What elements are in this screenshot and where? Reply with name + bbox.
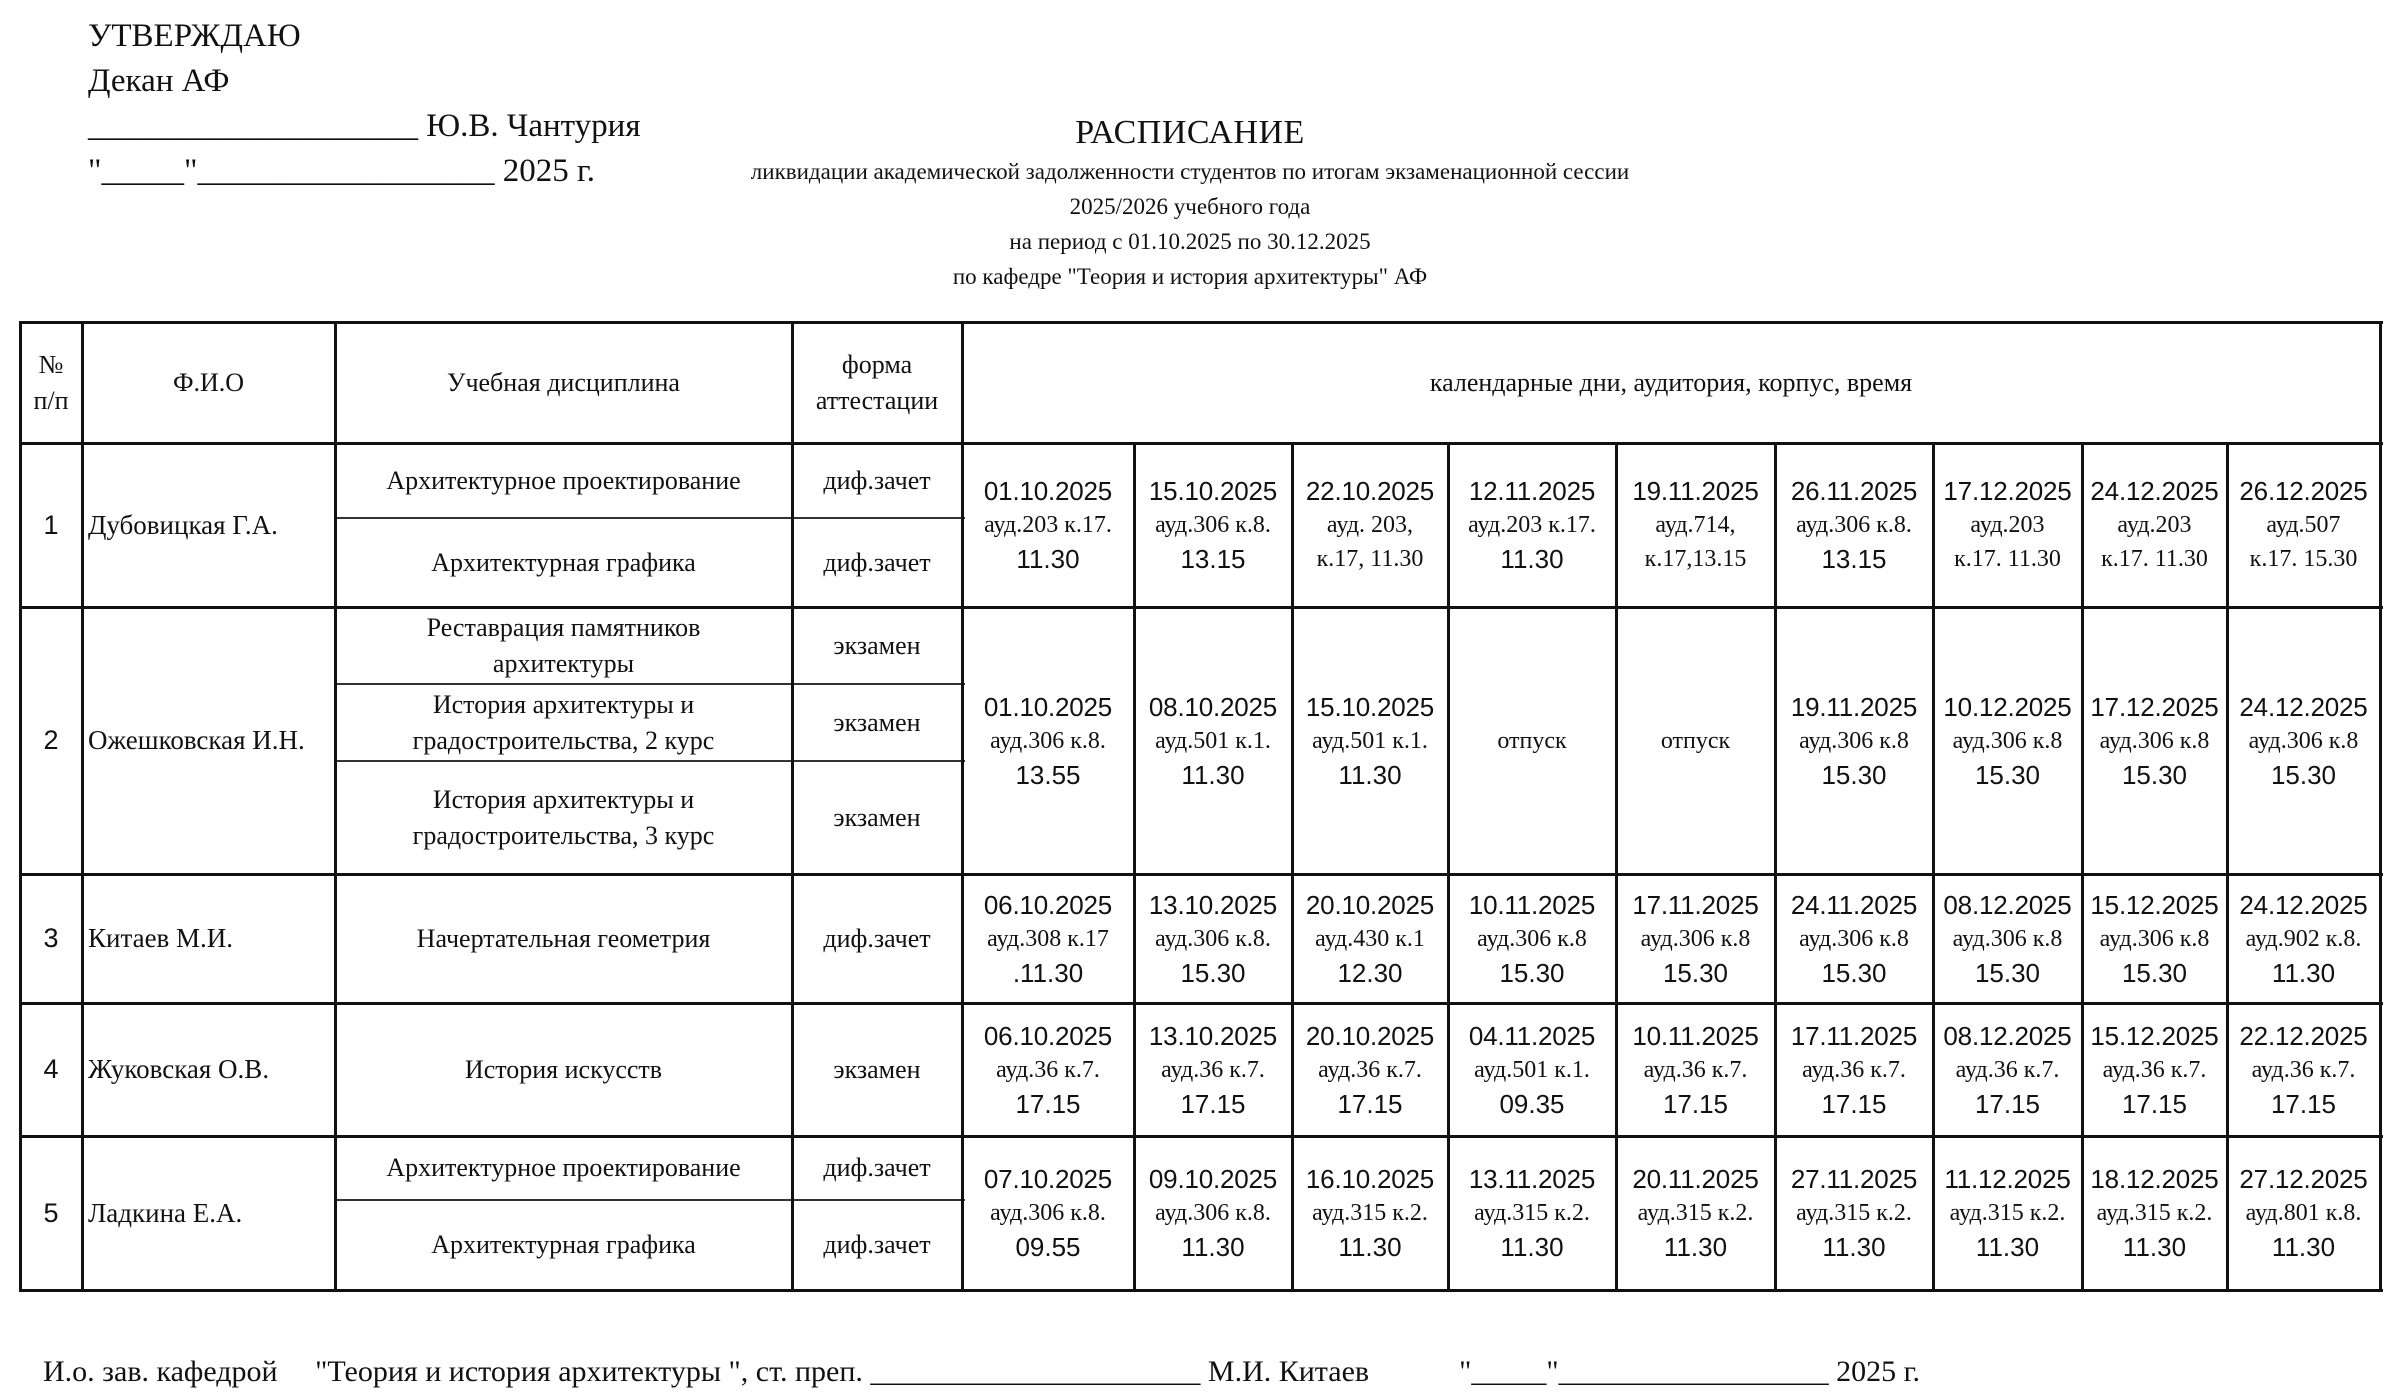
table-rule: [2081, 442, 2084, 1292]
table-rule: [20, 442, 2383, 445]
discipline-line: Архитектурное проектирование: [386, 1153, 741, 1182]
slot-time: 17.15: [1821, 1088, 1887, 1119]
slot-time: 11.30: [1181, 759, 1245, 790]
discipline-line: Архитектурная графика: [431, 547, 696, 577]
teacher-name: Ожешковская И.Н.: [88, 725, 305, 755]
row-number: 4: [43, 1054, 59, 1084]
discipline-line: История архитектуры и: [432, 689, 695, 719]
discipline-cell: [335, 874, 792, 1003]
attestation-form: диф.зачет: [823, 465, 931, 495]
slot-time: 09.55: [1015, 1232, 1081, 1262]
discipline-cell: [335, 1136, 792, 1200]
footer-department: "Теория и история архитектуры ", ст. преп.: [315, 1355, 863, 1388]
schedule-slot: [1933, 1003, 2082, 1136]
slot-time: 11.30: [1338, 1232, 1402, 1262]
table-rule: [20, 873, 2383, 876]
discipline-line: градостроительства, 3 курс: [412, 820, 715, 850]
slot-time: 13.55: [1015, 759, 1081, 790]
table-rule: [334, 321, 337, 1292]
slot-date: 26.11.2025: [1790, 476, 1918, 506]
schedule-slot: [1933, 1136, 2082, 1290]
schedule-slot: [1448, 874, 1616, 1003]
slot-room: ауд.306 к.8.: [1155, 1200, 1271, 1226]
table-rule: [961, 321, 964, 1292]
slot-room: ауд.507: [2266, 512, 2341, 538]
discipline-cell: [335, 684, 792, 761]
table-rule: [1932, 442, 1935, 1292]
slot-time: 11.30: [2271, 957, 2336, 988]
slot-room: ауд.902 к.8.: [2245, 925, 2362, 952]
table-rule: [2226, 442, 2229, 1292]
discipline-line: архитектуры: [492, 648, 635, 678]
footer-signature-line: ______________________: [870, 1355, 1201, 1388]
slot-room: ауд.306 к.8: [1799, 925, 1909, 952]
discipline-cell: [335, 518, 792, 607]
schedule-slot: [1292, 874, 1448, 1003]
slot-time: 15.30: [1180, 957, 1246, 988]
slot-date: 01.10.2025: [983, 476, 1113, 506]
slot-room: ауд.203: [2117, 512, 2192, 538]
attestation-form: диф.зачет: [823, 1230, 931, 1259]
schedule-slot: [1292, 443, 1448, 607]
slot-date: 08.12.2025: [1943, 889, 2072, 920]
schedule-slot: [1775, 1136, 1933, 1290]
discipline-cell: [335, 607, 792, 684]
table-rule: [1615, 442, 1618, 1292]
slot-date: 15.12.2025: [2090, 889, 2219, 920]
schedule-slot: [1616, 607, 1775, 874]
schedule-slot: [1292, 1003, 1448, 1136]
slot-date: 15.12.2025: [2090, 1020, 2219, 1051]
header-fio: Ф.И.О: [172, 367, 245, 397]
slot-date: 17.11.2025: [1632, 889, 1759, 920]
approval-heading: УТВЕРЖДАЮ: [88, 18, 301, 54]
slot-time: 17.15: [1662, 1088, 1729, 1119]
slot-time: 17.15: [1015, 1088, 1081, 1119]
slot-time: 15.30: [2121, 957, 2188, 988]
schedule-slot: [1448, 1003, 1616, 1136]
schedule-slot: [1933, 874, 2082, 1003]
schedule-slot: [2227, 443, 2380, 607]
slot-time: 11.30: [1338, 759, 1402, 790]
slot-date: 17.12.2025: [1943, 476, 2072, 506]
department-name: по кафедре "Теория и история архитектуры" АФ: [952, 264, 1428, 289]
attestation-form: диф.зачет: [823, 1153, 931, 1182]
slot-time: 15.30: [2121, 759, 2188, 790]
slot-room: ауд.203: [1970, 512, 2045, 538]
slot-date: 17.12.2025: [2090, 691, 2219, 722]
slot-time: 11.30: [1500, 1232, 1564, 1262]
schedule-slot: [2082, 874, 2227, 1003]
table-rule: [1133, 442, 1136, 1292]
discipline-cell: [335, 761, 792, 874]
slot-time: 11.30: [1016, 544, 1080, 574]
slot-room: ауд.306 к.8.: [1155, 512, 1271, 538]
slot-room: ауд.315 к.2.: [1474, 1200, 1590, 1226]
slot-room: ауд.306 к.8: [2099, 925, 2210, 952]
schedule-slot: [1933, 607, 2082, 874]
schedule-slot: [1775, 1003, 1933, 1136]
schedule-slot: [962, 1003, 1134, 1136]
table-rule: [1774, 442, 1777, 1292]
slot-date: 01.10.2025: [983, 691, 1113, 722]
slot-date: 19.11.2025: [1790, 691, 1918, 722]
attestation-form: диф.зачет: [823, 923, 931, 953]
schedule-slot: [1134, 1136, 1292, 1290]
schedule-slot: [1292, 607, 1448, 874]
slot-room: ауд.801 к.8.: [2245, 1200, 2362, 1226]
discipline-line: Архитектурная графика: [431, 1230, 696, 1259]
slot-room: ауд.315 к.2.: [1312, 1200, 1428, 1226]
table-rule: [20, 1289, 2383, 1292]
table-rule: [335, 683, 965, 685]
slot-date: 20.10.2025: [1305, 889, 1435, 920]
slot-room: ауд.306 к.8: [1640, 925, 1751, 952]
slot-room: к.17. 11.30: [1954, 546, 2061, 572]
slot-room: ауд.36 к.7.: [1161, 1056, 1265, 1083]
schedule-slot: [2082, 607, 2227, 874]
slot-time: 11.30: [1822, 1232, 1886, 1262]
schedule-slot: [2082, 1003, 2227, 1136]
slot-room: ауд.203 к.17.: [1468, 512, 1596, 538]
table-rule: [81, 321, 84, 1292]
table-rule: [335, 1199, 965, 1201]
slot-room: ауд.501 к.1.: [1155, 727, 1271, 754]
slot-time: 15.30: [1821, 759, 1887, 790]
schedule-slot: [2082, 1136, 2227, 1290]
slot-date: 16.10.2025: [1305, 1164, 1435, 1194]
slot-date: 24.11.2025: [1790, 889, 1918, 920]
discipline-line: Архитектурное проектирование: [386, 465, 741, 495]
table-rule: [20, 606, 2383, 609]
table-rule: [20, 1135, 2383, 1138]
slot-room: ауд.203 к.17.: [984, 512, 1112, 538]
schedule-slot: [1134, 1003, 1292, 1136]
slot-room: ауд.306 к.8: [1477, 925, 1587, 952]
slot-time: 11.30: [1181, 1232, 1245, 1262]
slot-room: ауд.36 к.7.: [1643, 1056, 1748, 1083]
table-rule: [1447, 442, 1450, 1292]
slot-status: отпуск: [1497, 727, 1567, 754]
slot-time: 15.30: [1974, 759, 2041, 790]
slot-date: 24.12.2025: [2090, 476, 2219, 506]
header-form-line: форма: [841, 349, 913, 379]
row-number: 3: [43, 923, 59, 953]
slot-room: к.17. 11.30: [2101, 546, 2208, 572]
slot-room: ауд.306 к.8.: [990, 1200, 1106, 1226]
slot-date: 13.10.2025: [1148, 1020, 1278, 1051]
slot-room: ауд.315 к.2.: [2096, 1200, 2213, 1226]
discipline-line: Начертательная геометрия: [416, 923, 711, 953]
footer-date-line: "_____"__________________ 2025 г.: [1459, 1355, 1920, 1388]
discipline-cell: [335, 443, 792, 518]
schedule-slot: [1448, 1136, 1616, 1290]
schedule-slot: [1134, 874, 1292, 1003]
slot-date: 13.11.2025: [1468, 1164, 1596, 1194]
teacher-name: Ладкина Е.А.: [88, 1197, 243, 1228]
schedule-table: [20, 322, 2380, 1290]
slot-room: к.17, 11.30: [1316, 546, 1424, 572]
schedule-slot: [962, 607, 1134, 874]
slot-time: 15.30: [1662, 957, 1729, 988]
approval-block: [88, 14, 641, 194]
slot-time: 11.30: [1663, 1232, 1728, 1262]
slot-room: ауд.714,: [1655, 512, 1736, 538]
document-title: РАСПИСАНИЕ: [1075, 114, 1305, 151]
slot-date: 09.10.2025: [1148, 1164, 1278, 1194]
approval-signature-line: ____________________ Ю.В. Чантурия: [88, 108, 641, 144]
slot-time: 17.15: [1974, 1088, 2041, 1119]
schedule-slot: [2227, 1136, 2380, 1290]
schedule-slot: [962, 874, 1134, 1003]
schedule-slot: [1616, 1003, 1775, 1136]
slot-date: 27.12.2025: [2239, 1164, 2368, 1194]
slot-time: 11.30: [1975, 1232, 2040, 1262]
schedule-slot: [962, 1136, 1134, 1290]
slot-date: 20.10.2025: [1305, 1020, 1435, 1051]
slot-time: 13.15: [1821, 544, 1887, 574]
slot-room: ауд.306 к.8: [1799, 727, 1909, 754]
discipline-line: История архитектуры и: [432, 784, 695, 814]
table-rule: [19, 321, 22, 1292]
slot-room: ауд.315 к.2.: [1637, 1200, 1754, 1226]
slot-room: ауд.36 к.7.: [2251, 1056, 2356, 1083]
row-number: 2: [43, 725, 59, 755]
attestation-form: диф.зачет: [823, 547, 931, 577]
discipline-line: История искусств: [464, 1054, 663, 1084]
slot-date: 24.12.2025: [2239, 889, 2368, 920]
slot-room: ауд.315 к.2.: [1949, 1200, 2066, 1226]
schedule-slot: [1616, 1136, 1775, 1290]
schedule-slot: [2082, 443, 2227, 607]
discipline-line: Реставрация памятников: [426, 612, 701, 642]
discipline-cell: [335, 1200, 792, 1290]
attestation-form: экзамен: [833, 707, 921, 737]
slot-time: 12.30: [1337, 957, 1403, 988]
slot-room: ауд.36 к.7.: [1955, 1056, 2060, 1083]
slot-room: ауд.36 к.7.: [2102, 1056, 2207, 1083]
document-title-block: [600, 112, 1780, 294]
slot-room: ауд.36 к.7.: [996, 1056, 1100, 1083]
slot-date: 13.10.2025: [1148, 889, 1278, 920]
schedule-slot: [2227, 874, 2380, 1003]
slot-room: ауд.501 к.1.: [1312, 727, 1428, 754]
schedule-slot: [1775, 874, 1933, 1003]
schedule-slot: [1775, 607, 1933, 874]
slot-status: отпуск: [1660, 727, 1731, 754]
teacher-name: Жуковская О.В.: [88, 1054, 270, 1084]
slot-date: 06.10.2025: [983, 889, 1113, 920]
approval-position: Декан АФ: [88, 63, 230, 99]
row-number: 1: [43, 509, 59, 540]
table-rule: [20, 321, 2383, 324]
slot-room: ауд.306 к.8.: [1155, 925, 1271, 952]
header-num-line: п/п: [33, 385, 69, 415]
slot-date: 20.11.2025: [1632, 1164, 1759, 1194]
table-rule: [1291, 442, 1294, 1292]
schedule-slot: [1616, 874, 1775, 1003]
slot-date: 10.11.2025: [1632, 1020, 1759, 1051]
slot-date: 15.10.2025: [1148, 476, 1278, 506]
slot-room: ауд.36 к.7.: [1802, 1056, 1906, 1083]
slot-date: 10.11.2025: [1468, 889, 1596, 920]
slot-room: ауд.306 к.8: [1952, 925, 2063, 952]
slot-room: ауд.306 к.8: [2099, 727, 2210, 754]
footer-signature-block: [28, 1312, 1920, 1392]
table-rule: [2379, 321, 2382, 1292]
slot-date: 07.10.2025: [983, 1164, 1113, 1194]
header-form-line: аттестации: [815, 385, 939, 415]
slot-date: 27.11.2025: [1790, 1164, 1918, 1194]
header-num-line: №: [38, 349, 64, 379]
teacher-name: Дубовицкая Г.А.: [88, 509, 278, 540]
slot-time: 17.15: [2121, 1088, 2188, 1119]
slot-time: 09.35: [1499, 1088, 1565, 1119]
slot-date: 08.12.2025: [1943, 1020, 2072, 1051]
slot-room: к.17. 15.30: [2249, 546, 2358, 572]
slot-room: ауд.308 к.17: [987, 925, 1109, 952]
schedule-slot: [1134, 443, 1292, 607]
slot-room: ауд.306 к.8: [2248, 727, 2359, 754]
slot-date: 10.12.2025: [1943, 691, 2072, 722]
slot-time: 11.30: [1500, 544, 1564, 574]
schedule-slot: [1933, 443, 2082, 607]
approval-date-line: "_____"__________________ 2025 г.: [88, 153, 596, 189]
header-num: [20, 322, 82, 443]
slot-time: 15.30: [1821, 957, 1887, 988]
schedule-slot: [2227, 607, 2380, 874]
slot-date: 04.11.2025: [1468, 1020, 1596, 1051]
slot-date: 19.11.2025: [1632, 476, 1759, 506]
slot-time: 17.15: [1180, 1088, 1246, 1119]
slot-time: 17.15: [2270, 1088, 2337, 1119]
slot-room: ауд.501 к.1.: [1474, 1056, 1590, 1083]
slot-date: 22.12.2025: [2239, 1020, 2368, 1051]
slot-room: к.17,13.15: [1644, 546, 1747, 572]
discipline-line: градостроительства, 2 курс: [412, 725, 715, 755]
slot-time: 13.15: [1180, 544, 1246, 574]
header-form: [792, 322, 962, 443]
slot-room: ауд.430 к.1: [1315, 925, 1425, 952]
footer-signer: М.И. Китаев: [1207, 1355, 1370, 1388]
slot-time: 15.30: [2270, 759, 2337, 790]
slot-room: ауд.315 к.2.: [1796, 1200, 1912, 1226]
slot-time: 11.30: [2122, 1232, 2187, 1262]
slot-room: ауд.36 к.7.: [1318, 1056, 1422, 1083]
slot-room: ауд.306 к.8.: [1796, 512, 1912, 538]
slot-room: ауд.306 к.8: [1952, 727, 2063, 754]
slot-date: 15.10.2025: [1305, 691, 1435, 722]
slot-date: 08.10.2025: [1148, 691, 1278, 722]
slot-date: 11.12.2025: [1944, 1164, 2071, 1194]
table-rule: [20, 1002, 2383, 1005]
attestation-form: экзамен: [833, 1054, 921, 1084]
document-subtitle: ликвидации академической задолженности студентов по итогам экзаменационной сессии: [750, 159, 1630, 184]
discipline-cell: [335, 1003, 792, 1136]
slot-time: 15.30: [1499, 957, 1565, 988]
schedule-period: на период с 01.10.2025 по 30.12.2025: [1009, 229, 1371, 254]
slot-room: ауд.306 к.8.: [990, 727, 1106, 754]
slot-date: 12.11.2025: [1468, 476, 1596, 506]
header-calendar: календарные дни, аудитория, корпус, время: [1429, 367, 1913, 397]
schedule-slot: [1134, 607, 1292, 874]
slot-date: 18.12.2025: [2090, 1164, 2219, 1194]
table-rule: [335, 517, 965, 519]
teacher-name: Китаев М.И.: [88, 923, 234, 953]
attestation-form: экзамен: [833, 630, 921, 660]
footer-role: И.о. зав. кафедрой: [43, 1355, 278, 1388]
attestation-form: экзамен: [833, 802, 921, 832]
header-discipline: Учебная дисциплина: [447, 367, 680, 397]
slot-date: 24.12.2025: [2239, 691, 2368, 722]
schedule-slot: [1292, 1136, 1448, 1290]
table-rule: [791, 321, 794, 1292]
schedule-slot: [2227, 1003, 2380, 1136]
slot-date: 26.12.2025: [2239, 476, 2368, 506]
schedule-slot: [1448, 443, 1616, 607]
slot-date: 22.10.2025: [1305, 476, 1435, 506]
slot-time: .11.30: [1012, 957, 1084, 988]
academic-year: 2025/2026 учебного года: [1069, 194, 1311, 219]
slot-time: 15.30: [1974, 957, 2041, 988]
slot-date: 17.11.2025: [1790, 1020, 1918, 1051]
slot-date: 06.10.2025: [983, 1020, 1113, 1051]
table-rule: [335, 760, 965, 762]
slot-time: 11.30: [2271, 1232, 2336, 1262]
schedule-slot: [962, 443, 1134, 607]
slot-time: 17.15: [1337, 1088, 1403, 1119]
schedule-slot: [1616, 443, 1775, 607]
slot-room: ауд. 203,: [1326, 512, 1414, 538]
schedule-slot: [1448, 607, 1616, 874]
row-number: 5: [43, 1197, 59, 1228]
schedule-slot: [1775, 443, 1933, 607]
